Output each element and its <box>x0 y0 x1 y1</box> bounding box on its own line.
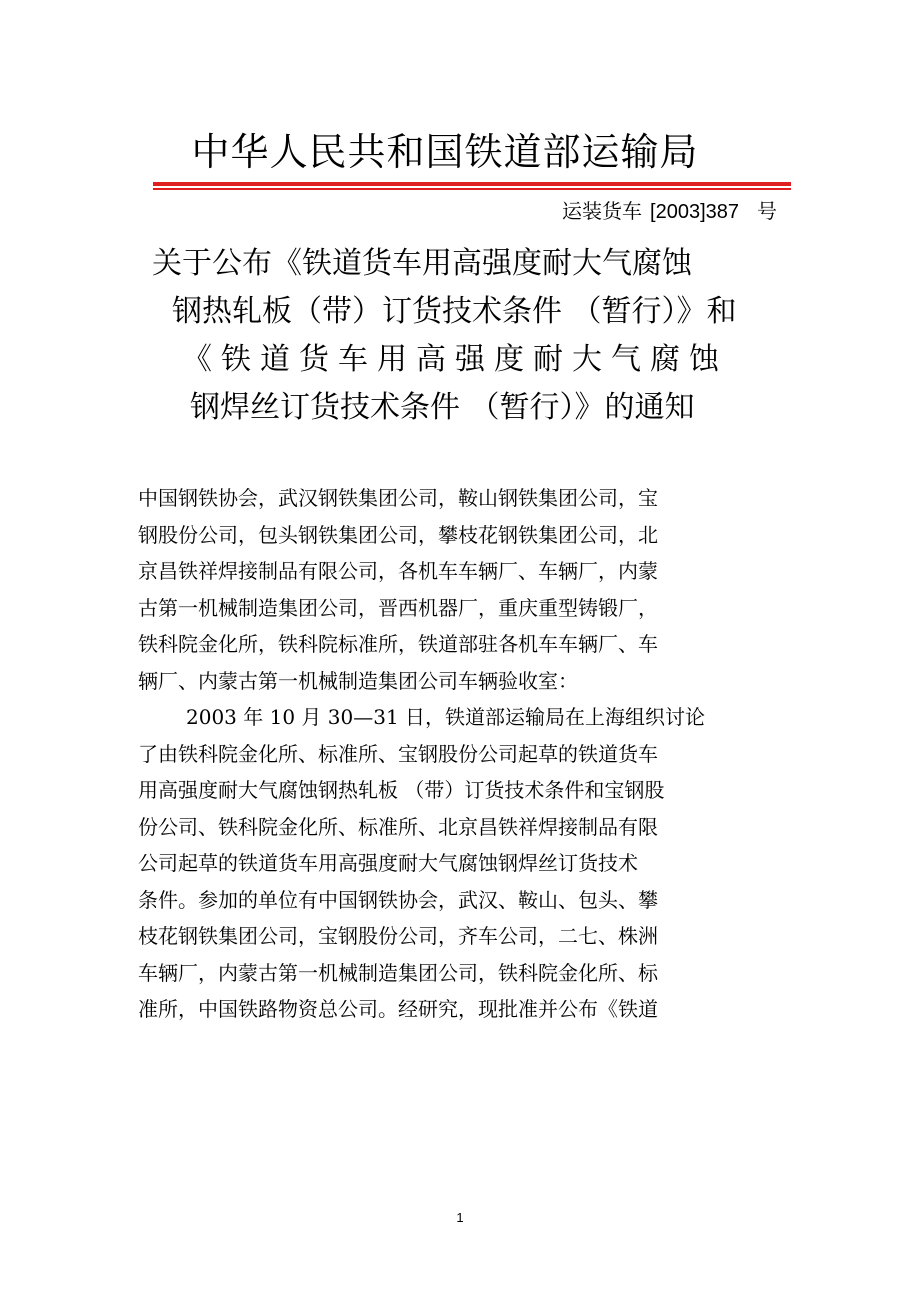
notice-title-line: 《铁道货车用高强度耐大气腐蚀 <box>182 342 728 377</box>
paragraph-line: 了由铁科院金化所、标准所、宝钢股份公司起草的铁道货车 <box>138 741 658 766</box>
red-rule-thick <box>153 182 791 186</box>
paragraph-line: 条件。参加的单位有中国钢铁协会，武汉、鞍山、包头、攀 <box>138 887 658 912</box>
paragraph-line: 车辆厂，内蒙古第一机械制造集团公司，铁科院金化所、标 <box>138 960 658 985</box>
notice-title-line: 钢热轧板（带）订货技术条件 （暂行）》和 <box>172 294 737 329</box>
paragraph-line: 份公司、铁科院金化所、标准所、北京昌铁祥焊接制品有限 <box>138 814 658 839</box>
document-number-prefix: 运装货车 <box>562 199 643 223</box>
recipients-line: 京昌铁祥焊接制品有限公司，各机车车辆厂、车辆厂，内蒙 <box>138 559 658 583</box>
paragraph-line: 用高强度耐大气腐蚀钢热轧板 （带）订货技术条件和宝钢股 <box>138 778 665 802</box>
red-rule-thin <box>153 188 791 190</box>
body-text <box>138 480 758 1028</box>
paragraph-line: 准所，中国铁路物资总公司。经研究，现批准并公布《铁道 <box>138 997 658 1021</box>
notice-title-line: 关于公布《铁道货车用高强度耐大气腐蚀 <box>152 246 692 281</box>
document-number-value: [2003]387 <box>650 201 739 223</box>
notice-title-line: 钢焊丝订货技术条件 （暂行）》的通知 <box>190 390 695 425</box>
recipients-line: 钢股份公司，包头钢铁集团公司，攀枝花钢铁集团公司，北 <box>138 522 658 547</box>
recipients-line: 辆厂、内蒙古第一机械制造集团公司车辆验收室： <box>138 668 578 693</box>
document-number <box>562 196 777 227</box>
paragraph-line: 公司起草的铁道货车用高强度耐大气腐蚀钢焊丝订货技术 <box>138 851 638 875</box>
paragraph-line: 枝花钢铁集团公司，宝钢股份公司，齐车公司，二七、株洲 <box>138 924 658 948</box>
recipients-block <box>138 480 758 699</box>
body-paragraph <box>138 699 758 1028</box>
recipients-line: 中国钢铁协会，武汉钢铁集团公司，鞍山钢铁集团公司，宝 <box>138 486 658 510</box>
page-number: 1 <box>456 1210 464 1225</box>
header-title: 中华人民共和国铁道部运输局 <box>191 130 699 174</box>
paragraph-line: 2003 年 10 月 30—31 日，铁道部运输局在上海组织讨论 <box>186 705 706 729</box>
recipients-line: 铁科院金化所，铁科院标准所，铁道部驻各机车车辆厂、车 <box>138 632 658 656</box>
recipients-line: 古第一机械制造集团公司，晋西机器厂，重庆重型铸锻厂， <box>138 595 658 620</box>
document-number-suffix: 号 <box>757 199 777 223</box>
